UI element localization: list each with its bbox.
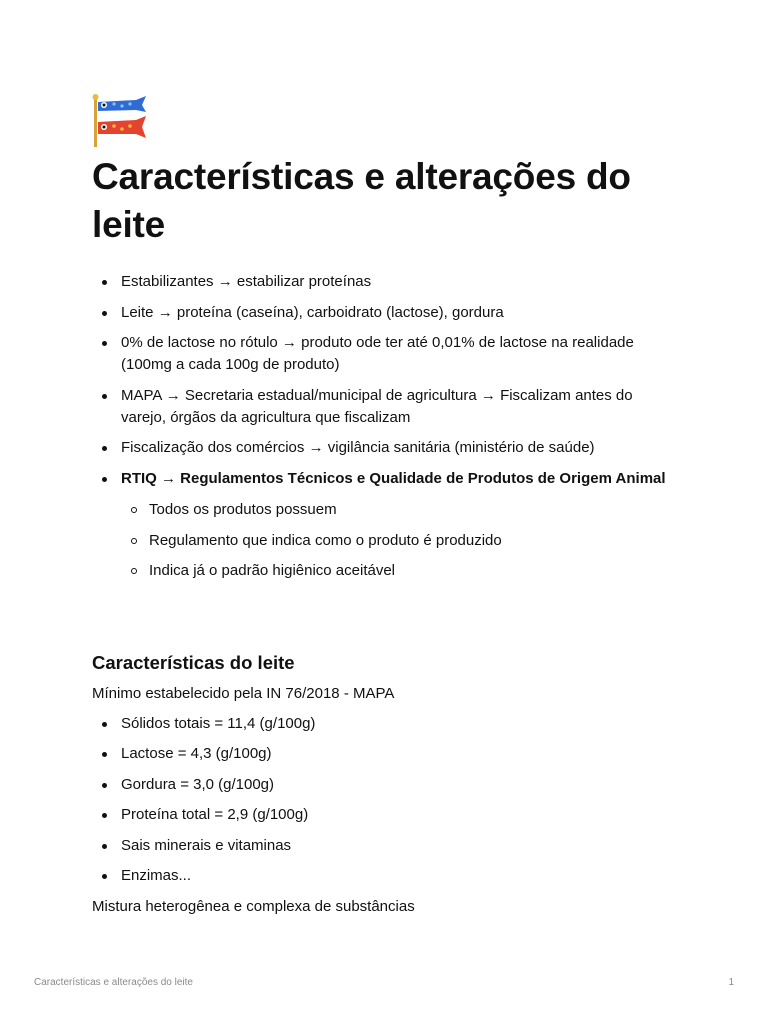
list-item: Sais minerais e vitaminas (92, 835, 672, 857)
footer-page-number: 1 (728, 977, 734, 988)
list-item: Leite → proteína (caseína), carboidrato (lactose), gordura (92, 302, 672, 324)
section-outro: Mistura heterogênea e complexa de substâncias (92, 898, 415, 915)
milk-characteristics-list (92, 713, 672, 895)
sub-list-item: Regulamento que indica como o produto é produzido (121, 530, 672, 552)
list-item: Enzimas... (92, 865, 672, 887)
page-title: Características e alterações do leite (92, 156, 631, 245)
section-heading: Características do leite (92, 652, 295, 673)
carp-streamer-icon (92, 94, 148, 148)
list-item-rtiq-label: RTIQ → Regulamentos Técnicos e Qualidade de Produtos de Origem Animal (121, 469, 666, 487)
list-item: Sólidos totais = 11,4 (g/100g) (92, 713, 672, 735)
main-bullet-list (92, 271, 672, 591)
list-item: Proteína total = 2,9 (g/100g) (92, 804, 672, 826)
sub-list-item: Todos os produtos possuem (121, 499, 672, 521)
list-item: Gordura = 3,0 (g/100g) (92, 774, 672, 796)
list-item: MAPA → Secretaria estadual/municipal de agricultura → Fiscalizam antes do varejo, órgãos da agricultura que fiscalizam (92, 385, 672, 429)
list-item: 0% de lactose no rótulo → produto ode ter até 0,01% de lactose na realidade (100mg a cada 100g de produto) (92, 332, 672, 376)
list-item: Estabilizantes → estabilizar proteínas (92, 271, 672, 293)
footer-title: Características e alterações do leite (34, 977, 193, 988)
list-item: Fiscalização dos comércios → vigilância sanitária (ministério de saúde) (92, 437, 672, 459)
list-item-rtiq (92, 468, 672, 582)
list-item: Lactose = 4,3 (g/100g) (92, 743, 672, 765)
section-intro: Mínimo estabelecido pela IN 76/2018 - MAPA (92, 685, 395, 702)
sub-list-item: Indica já o padrão higiênico aceitável (121, 560, 672, 582)
rtiq-sublist (121, 499, 672, 582)
